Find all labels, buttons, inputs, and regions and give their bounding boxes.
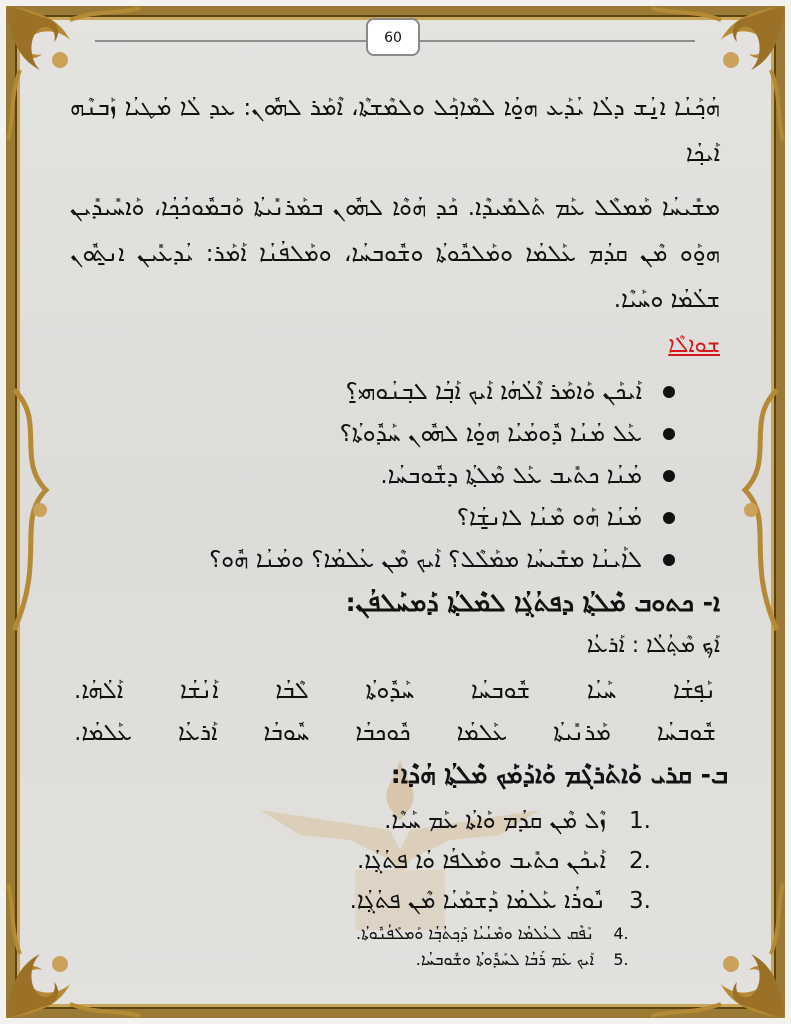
- word-cell: ܟܽܘܟܒܳܐ: [355, 720, 411, 746]
- word-cell: ܚܰܝܳܐ: [586, 678, 617, 704]
- section-a-title: ܐ- ܟܬܘܒ ܡܶܠܬ݂ܳܐ ܕܦܬܳܓ݂ܳܐ ܠܡܶܠܬ݂ܳܐ ܕܰܡܚܰܠܦܳܢ:: [345, 588, 720, 617]
- question-item: ܡܳܢܳܐ ܗܰܘ ܡܶܢܳܐ ܠܐܢ̱ܫܳܐ؟: [70, 497, 720, 539]
- question-item: ܠܐܰܝܢܳܐ ܡܫܺܝܚܳܐ ܡܡܰܠܶܠ؟ ܐܰܝܟ ܡܶܢ ܥܳܠܡܳܐ؟ ܘܡܳܢܳܐ ܗܽܘ؟: [70, 539, 720, 581]
- word-cell: ܚܽܘܒܳܐ: [263, 720, 310, 746]
- bullet-icon: [663, 386, 675, 398]
- word-cell: ܢܰܦ݂ܫܳܐ: [672, 678, 716, 704]
- word-cell: ܠܶܒܳܐ: [275, 678, 309, 704]
- paragraph-1: ܗܳܟ݂ܰܢܳܐ ܐ̱ܢܳܫ ܕܠܳܐ ܝܳܕܰܥ ܗ̱ܘܳܐ ܠܡܶܐܟ݂ܰܠ ܘܠܡܶܫܬܶܐ، ܐܶܡܰܪ ܠܗܽܘܢ: ܥܕ ܠܳܐ ܡܳܛܝܳܐ ܙܰܒܢܶܗ ܐܰܝܟ݂ܳܐ: [70, 95, 720, 167]
- word-cell: ܫܽܘܒܚܳܐ: [656, 720, 716, 746]
- section-b-title: ܒ- ܩܪܝ ܘܰܐܬܰܪܓܶܡ ܘܰܐܕܰܡܰܟ ܡܶܠܬ݂ܳܐ ܗܳܕܶܐ:: [390, 760, 728, 789]
- questions-heading: ܫܘܐܠܶܐ: [668, 333, 720, 358]
- question-item: ܡܳܢܳܐ ܟܬܺܝܒ ܥܰܠ ܡܶܠܬ݂ܳܐ ܕܫܽܘܒܚܳܐ.: [70, 455, 720, 497]
- numbered-item: 1.ܙܶܠ ܡܶܢ ܩܕܳܡ ܘܰܐܬܳܐ ܥܰܡ ܚܰܝܶܐ.: [384, 808, 651, 834]
- word-cell: ܥܰܠܡܳܐ: [456, 720, 508, 746]
- numbered-item: 2.ܐܰܝܟܰܢ ܟܬܺܝܒ ܘܡܰܠܦܳܐ ܘܳܐ ܦܬܳܓ݂ܳܐ.: [356, 848, 651, 874]
- bullet-icon: [663, 512, 675, 524]
- page-content: [70, 85, 728, 973]
- word-cell: ܡܰܪܢܺܝܬܳܐ: [553, 720, 611, 746]
- bullet-icon: [663, 470, 675, 482]
- word-row-1: [74, 671, 716, 711]
- questions-list: [70, 371, 720, 581]
- word-cell: ܚܰܕܽܘܬܳܐ: [365, 678, 415, 704]
- numbered-item: 5.ܐܰܝܟ ܥܰܡ ܪܰܒܳܐ ܠܚܰܕܽܘܬܳܐ ܘܫܽܘܒܚܳܐ.: [415, 950, 629, 969]
- word-cell: ܫܽܘܒܚܳܐ: [471, 678, 531, 704]
- numbered-item: 3.ܢܽܘܪܳܐ ܥܰܠܡܳܐ ܕܰܫܡܰܝܳܐ ܡܶܢ ܦܬܳܓ݂ܳܐ.: [349, 888, 651, 914]
- word-cell: ܐܰܢܳܫܳܐ: [179, 678, 219, 704]
- bullet-icon: [663, 554, 675, 566]
- example-line: ܐܰܟ݂ ܡܶܬ݂ܳܠܳܐ : ܐܰܪܥܳܐ: [586, 633, 720, 658]
- page-number: 60: [366, 18, 420, 56]
- numbered-item: 4.ܢܰܦܶܩ ܠܥܳܠܡܳܐ ܘܡܶܢܳܝܳܐ ܕܰܟ݂ܬܳܒ݂ܳܐ ܘܰܡܠܰܦܳܢܽܘܬܳܐ.: [356, 924, 629, 943]
- word-cell: ܐܰܪܥܳܐ: [177, 720, 218, 746]
- numbered-list: [70, 801, 720, 973]
- bullet-icon: [663, 428, 675, 440]
- paragraph-2: ܡܫܺܝܚܳܐ ܡܰܡܠܶܠ ܥܰܡ ܬܰܠܡܺܝܕܶܐ. ܟܰܕ ܗܳܘܶܐ ܠܗܽܘܢ ܒܡܰܪܢܺܝܬܳܐ ܘܰܒܡܽܘܟܳܟ݂ܳܐ، ܘܰܐܚܺܝܕܺܝܢ ܗ̱ܘܰܘ ܡܶܢ ܩܕܳܡ ܥܰܠܡܳܐ ܘܡܰܠܟܽܘܬܳܐ ܘܫܽܘܒܚܳܐ، ܘܡܰܠܦܳܢܳܐ ܐܰܡܰܪ: ܝܳܕܥܺܝܢ ܐܢ̱ܬܽܘܢ ܫܠܳܡܳܐ ܘܚܰܝܶܐ.: [70, 195, 720, 313]
- question-item: ܐܰܝܟܰܢ ܘܰܐܡܰܪ ܐܶܠܳܗܳܐ ܐܰܝܟ ܐܰܒ݂ܳܐ ܠܒ݂ܢܳܘܗ̱ܝ؟: [70, 371, 720, 413]
- question-item: ܥܰܠ ܡܳܢܳܐ ܕܽܘܡܳܝܳܐ ܗ̱ܘܳܐ ܠܗܽܘܢ ܚܰܕܽܘܬܳܐ؟: [70, 413, 720, 455]
- word-cell: ܐܰܠܳܗܳܐ.: [74, 678, 124, 704]
- word-cell: ܥܰܠܡܳܐ.: [74, 720, 132, 746]
- word-row-2: [74, 713, 716, 753]
